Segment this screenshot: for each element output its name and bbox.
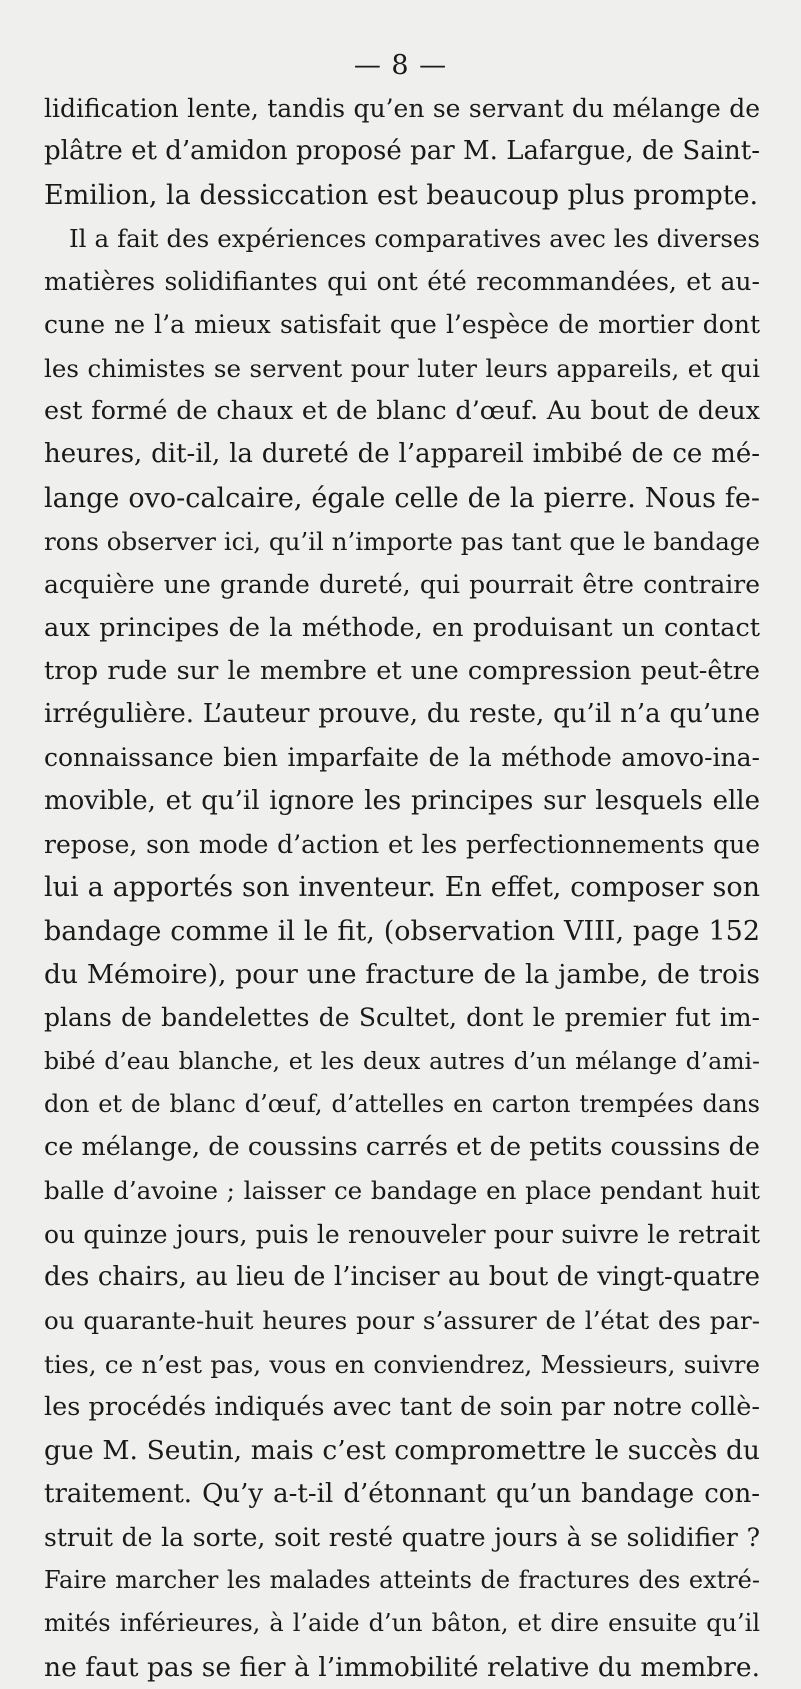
text-line: connaissance bien imparfaite de la méthode amovo-ina- xyxy=(44,743,760,773)
page-number: — 8 — xyxy=(353,50,448,81)
text-line: gue M. Seutin, mais c’est compromettre le succès du xyxy=(44,1435,760,1467)
body-text xyxy=(44,87,760,1689)
text-line: trop rude sur le membre et une compression peut-être xyxy=(44,655,760,686)
text-line: rons observer ici, qu’il n’importe pas tant que le bandage xyxy=(44,526,760,556)
text-line: movible, et qu’il ignore les principes sur lesquels elle xyxy=(44,785,760,816)
text-line: ce mélange, de coussins carrés et de petits coussins de xyxy=(44,1132,760,1163)
text-line: balle d’avoine ; laisser ce bandage en place pendant huit xyxy=(44,1176,760,1206)
text-line: Emilion, la dessiccation est beaucoup plus prompte. xyxy=(44,179,759,211)
text-line: irrégulière. L’auteur prouve, du reste, qu’il n’a qu’une xyxy=(44,699,760,730)
text-line: Il a fait des expériences comparatives avec les diverses xyxy=(69,223,760,253)
text-line: struit de la sorte, soit resté quatre jours à se solidifier ? xyxy=(44,1522,760,1552)
text-line: les procédés indiqués avec tant de soin par notre collè- xyxy=(44,1391,760,1422)
text-line: Faire marcher les malades atteints de fractures des extré- xyxy=(44,1566,760,1595)
text-line: repose, son mode d’action et les perfectionnements que xyxy=(44,830,760,860)
text-line: traitement. Qu’y a-t-il d’étonnant qu’un bandage con- xyxy=(44,1478,760,1509)
text-line: bibé d’eau blanche, et les deux autres d’un mélange d’ami- xyxy=(44,1046,760,1075)
text-line: lidification lente, tandis qu’en se servant du mélange de xyxy=(44,94,760,123)
text-line: bandage comme il le fit, (observation VIII, page 152 xyxy=(44,915,760,947)
text-line: plâtre et d’amidon proposé par M. Lafargue, de Saint- xyxy=(44,136,760,167)
text-line: acquière une grande dureté, qui pourrait être contraire xyxy=(44,570,760,600)
text-line: ties, ce n’est pas, vous en conviendrez, Messieurs, suivre xyxy=(44,1349,760,1379)
text-line: cune ne l’a mieux satisfait que l’espèce de mortier dont xyxy=(44,310,760,340)
text-line: mités inférieures, à l’aide d’un bâton, et dire ensuite qu’il xyxy=(44,1609,760,1638)
text-line: lange ovo-calcaire, égale celle de la pierre. Nous fe- xyxy=(44,482,760,514)
text-line: lui a apportés son inventeur. En effet, composer son xyxy=(44,872,760,904)
text-line: ou quinze jours, puis le renouveler pour suivre le retrait xyxy=(44,1219,760,1249)
text-line: aux principes de la méthode, en produisant un contact xyxy=(44,612,760,643)
text-line: plans de bandelettes de Scultet, dont le premier fut im- xyxy=(44,1003,760,1033)
text-line: les chimistes se servent pour luter leurs appareils, et qui xyxy=(44,353,760,383)
text-line: ne faut pas se fier à l’immobilité relative du membre. xyxy=(44,1651,760,1683)
text-line: des chairs, au lieu de l’inciser au bout de vingt-quatre xyxy=(44,1262,760,1293)
text-line: heures, dit-il, la dureté de l’appareil imbibé de ce mé- xyxy=(44,439,760,470)
text-line: matières solidifiantes qui ont été recommandées, et au- xyxy=(44,267,760,297)
text-line: ou quarante-huit heures pour s’assurer de l’état des par- xyxy=(44,1306,760,1336)
text-line: du Mémoire), pour une fracture de la jambe, de trois xyxy=(44,958,760,990)
text-line: don et de blanc d’œuf, d’attelles en carton trempées dans xyxy=(44,1089,760,1118)
text-line: est formé de chaux et de blanc d’œuf. Au bout de deux xyxy=(44,396,760,427)
